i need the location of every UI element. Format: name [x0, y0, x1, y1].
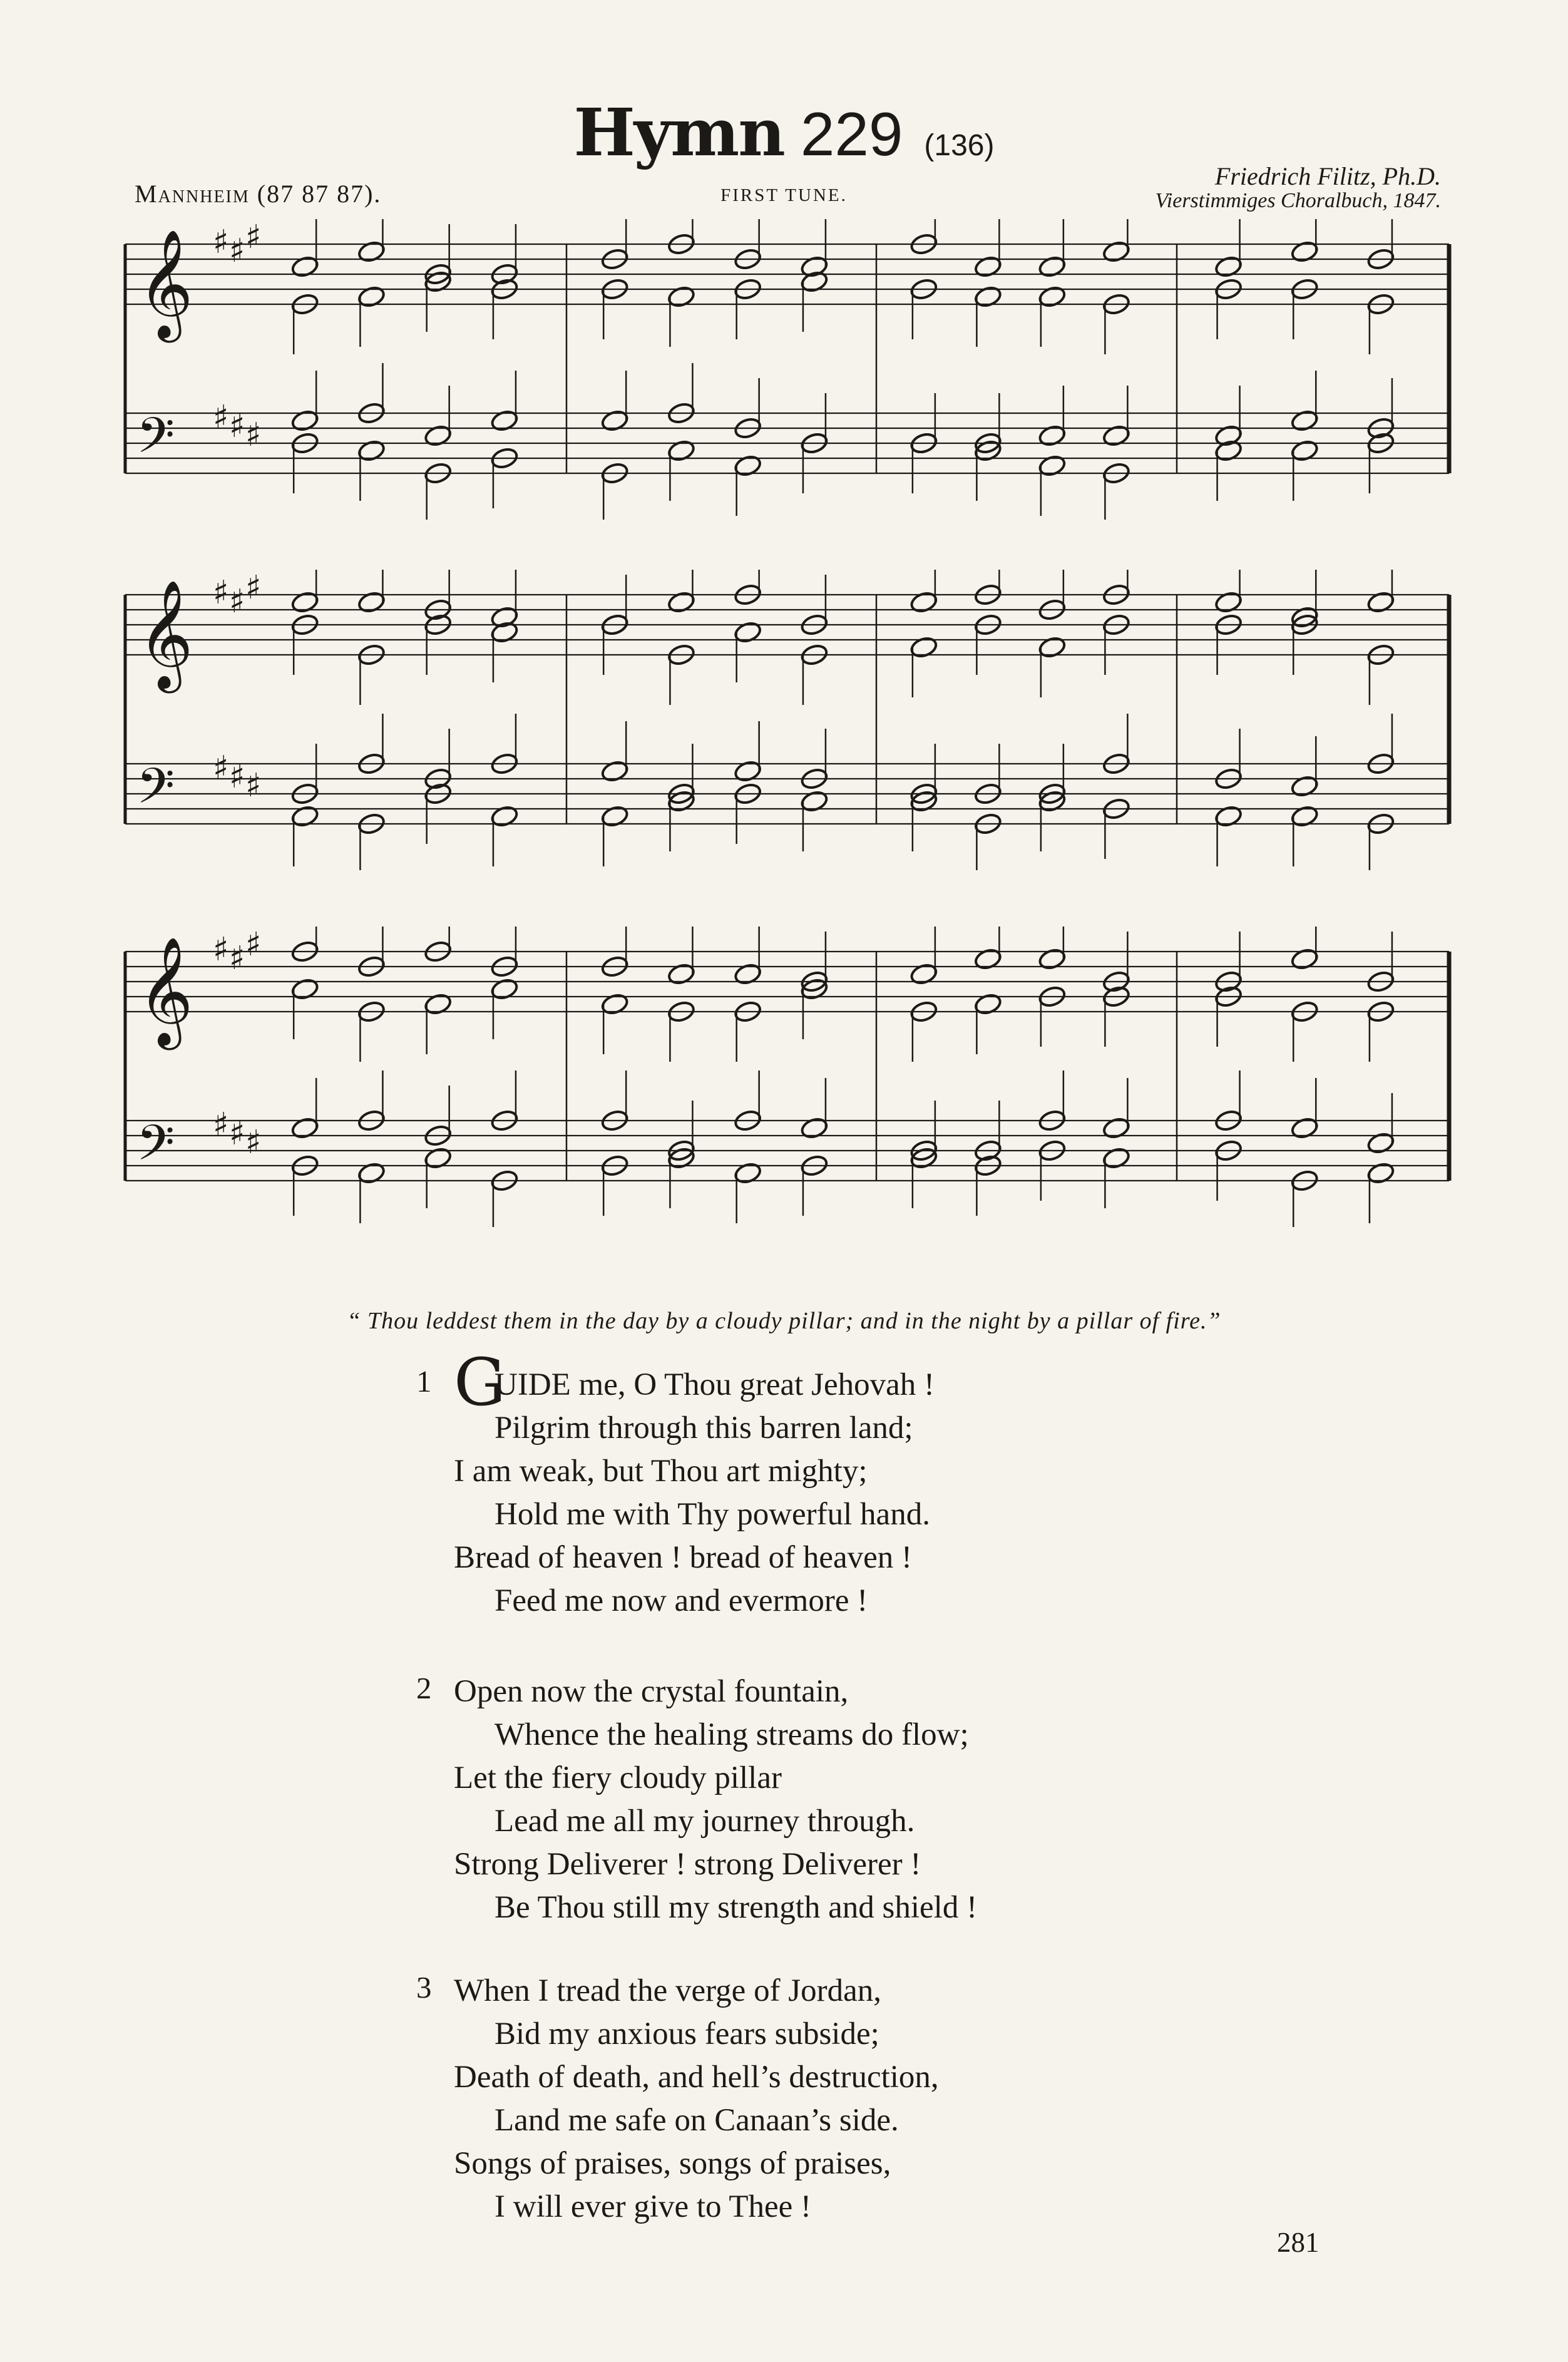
note-head	[1038, 424, 1067, 448]
sharp-icon: ♯	[213, 223, 229, 261]
note-head	[1214, 804, 1243, 828]
sharp-icon: ♯	[245, 219, 262, 256]
note-head	[290, 977, 319, 1001]
note-head	[733, 759, 762, 783]
note-head	[910, 590, 938, 614]
sharp-icon: ♯	[245, 1124, 262, 1161]
note-head	[1366, 590, 1395, 614]
epigraph: “ Thou leddest them in the day by a cloudy pillar; and in the night by a pillar of fire.”	[347, 1308, 1221, 1334]
verse-line: Bid my anxious fears subside;	[494, 2016, 879, 2051]
sharp-icon: ♯	[213, 749, 229, 787]
note-head	[1290, 439, 1319, 463]
music-score-svg-1	[119, 219, 1452, 520]
music-score-svg-2	[119, 570, 1452, 870]
note-head	[1038, 285, 1067, 309]
verse-number: 1	[416, 1364, 432, 1399]
treble-clef-icon: 𝄞	[138, 937, 193, 1045]
sharp-icon: ♯	[245, 767, 262, 804]
note-head	[490, 977, 519, 1001]
note-head	[290, 255, 319, 279]
verse-number: 3	[416, 1970, 432, 2005]
verse-line: Hold me with Thy powerful hand.	[494, 1497, 930, 1532]
note-head	[667, 962, 695, 986]
note-head	[490, 409, 519, 433]
note-head	[1102, 1116, 1130, 1140]
note-head	[1102, 1146, 1130, 1170]
hymn-title	[0, 94, 1568, 171]
note-head	[1102, 424, 1130, 448]
verse-number: 2	[416, 1671, 432, 1705]
verse-line: Strong Deliverer ! strong Deliverer !	[454, 1847, 921, 1882]
note-head	[600, 409, 629, 433]
sharp-icon: ♯	[229, 758, 245, 796]
note-head	[1366, 1131, 1395, 1155]
page-number: 281	[1277, 2227, 1319, 2258]
verse-line: I will ever give to Thee !	[494, 2189, 812, 2224]
note-head	[973, 255, 1002, 279]
verse-2	[416, 1670, 978, 1929]
note-head	[910, 635, 938, 659]
note-head	[1214, 590, 1243, 614]
note-head	[423, 424, 452, 448]
note-head	[733, 454, 762, 478]
source-credit: Vierstimmiges Choralbuch, 1847.	[1155, 189, 1441, 212]
note-head	[1366, 1161, 1395, 1185]
verse-line: Songs of praises, songs of praises,	[454, 2146, 891, 2181]
note-head	[290, 590, 319, 614]
verse-line: Whence the healing streams do flow;	[494, 1717, 969, 1752]
note-head	[1038, 635, 1067, 659]
hymn-alt-number: (136)	[924, 129, 995, 162]
note-head	[490, 804, 519, 828]
verse-line: Death of death, and hell’s destruction,	[454, 2060, 939, 2095]
note-head	[290, 1116, 319, 1140]
sharp-icon: ♯	[213, 399, 229, 436]
note-head	[1102, 240, 1130, 264]
sharp-icon: ♯	[245, 416, 262, 454]
note-head	[357, 285, 386, 309]
treble-clef-icon: 𝄞	[138, 580, 193, 689]
bass-clef-icon: 𝄢	[136, 1115, 175, 1184]
sharp-icon: ♯	[229, 1115, 245, 1153]
note-head	[667, 590, 695, 614]
note-head	[423, 992, 452, 1016]
note-head	[973, 992, 1002, 1016]
note-head	[1038, 947, 1067, 971]
verse-line: Be Thou still my strength and shield !	[494, 1890, 978, 1925]
sharp-icon: ♯	[213, 931, 229, 968]
verse-3	[416, 1969, 939, 2229]
note-head	[1290, 947, 1319, 971]
note-head	[1038, 454, 1067, 478]
note-head	[600, 992, 629, 1016]
music-system-3	[119, 927, 1452, 1227]
verse-line: Feed me now and evermore !	[494, 1583, 868, 1618]
hymn-title-word: Hymn	[573, 94, 784, 171]
note-head	[667, 439, 695, 463]
composer-credit: Friedrich Filitz, Ph.D.	[1214, 162, 1441, 190]
music-system-2	[119, 570, 1452, 870]
note-head	[1038, 255, 1067, 279]
note-head	[800, 1116, 829, 1140]
note-head	[733, 620, 762, 644]
note-head	[1214, 255, 1243, 279]
bass-clef-icon: 𝄢	[136, 408, 175, 476]
note-head	[1290, 409, 1319, 433]
sharp-icon: ♯	[229, 232, 245, 270]
note-head	[800, 789, 829, 813]
verse-line: Pilgrim through this barren land;	[494, 1410, 913, 1445]
sharp-icon: ♯	[213, 574, 229, 612]
hymn-number: 229	[800, 100, 903, 168]
treble-clef-icon: 𝄞	[138, 229, 193, 338]
verse-line: Land me safe on Canaan’s side.	[494, 2103, 899, 2138]
note-head	[733, 962, 762, 986]
note-head	[1290, 804, 1319, 828]
note-head	[600, 804, 629, 828]
bass-clef-icon: 𝄢	[136, 758, 175, 827]
verse-line	[454, 1344, 935, 1420]
music-score-svg-3	[119, 927, 1452, 1227]
note-head	[1290, 240, 1319, 264]
music-system-1	[119, 219, 1452, 520]
sharp-icon: ♯	[245, 927, 262, 963]
note-head	[290, 409, 319, 433]
tune-name: Mannheim (87 87 87).	[135, 180, 382, 208]
note-head	[357, 590, 386, 614]
sharp-icon: ♯	[229, 583, 245, 620]
verse-line: Lead me all my journey through.	[494, 1804, 915, 1839]
verse-1	[416, 1344, 935, 1623]
note-head	[733, 1161, 762, 1185]
sharp-icon: ♯	[229, 408, 245, 445]
note-head	[667, 285, 695, 309]
tune-label: FIRST TUNE.	[720, 185, 848, 205]
verse-line-text: UIDE me, O Thou great Jehovah !	[494, 1367, 935, 1402]
drop-cap: G	[454, 1344, 506, 1420]
verse-line: I am weak, but Thou art mighty;	[454, 1454, 868, 1489]
note-head	[910, 962, 938, 986]
note-head	[973, 947, 1002, 971]
note-head	[973, 285, 1002, 309]
verse-line: Bread of heaven ! bread of heaven !	[454, 1540, 913, 1575]
note-head	[423, 1146, 452, 1170]
note-head	[357, 240, 386, 264]
sharp-icon: ♯	[245, 570, 262, 607]
note-head	[1290, 774, 1319, 798]
sharp-icon: ♯	[229, 940, 245, 977]
note-head	[290, 804, 319, 828]
note-head	[1290, 1116, 1319, 1140]
verse-line: Open now the crystal fountain,	[454, 1674, 849, 1709]
note-head	[600, 759, 629, 783]
verse-line: When I tread the verge of Jordan,	[454, 1973, 882, 2008]
verse-line: Let the fiery cloudy pillar	[454, 1760, 782, 1795]
sharp-icon: ♯	[213, 1106, 229, 1144]
note-head	[357, 1161, 386, 1185]
note-head	[357, 439, 386, 463]
